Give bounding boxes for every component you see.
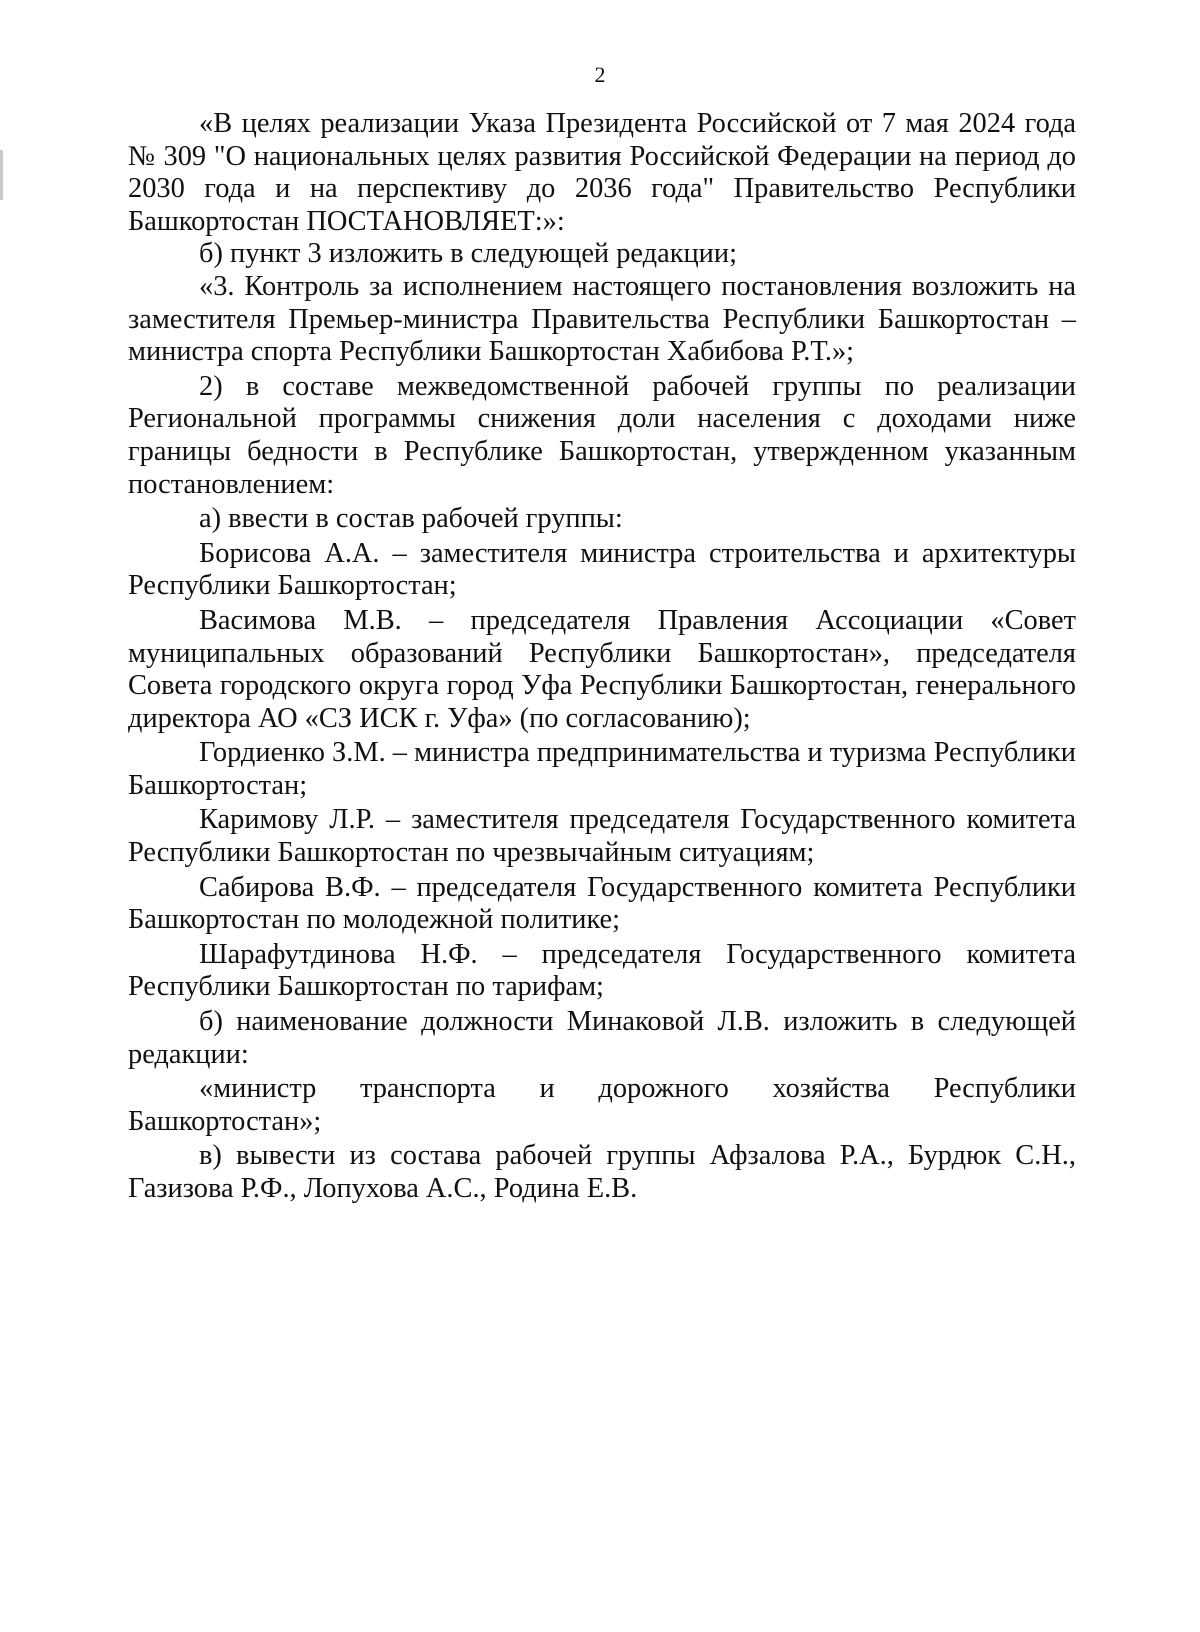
paragraph-item-v-remove: в) вывести из состава рабочей группы Афзалова Р.А., Бурдюк С.Н., Газизова Р.Ф., Лопухова А.С., Родина Е.В. (128, 1140, 1076, 1204)
paragraph-item-a-introduce: а) ввести в состав рабочей группы: (199, 503, 623, 535)
paragraph-member-vasimov: Васимова М.В. – председателя Правления Ассоциации «Совет муниципальных образований Республики Башкортостан», председателя Совета городского округа город Уфа Республики Башкортостан, генерального директора АО «СЗ ИСК г. Уфа» (по согласованию); (128, 604, 1076, 734)
scan-edge-mark (0, 150, 3, 200)
paragraph-member-karimova: Каримову Л.Р. – заместителя председателя Государственного комитета Республики Башкортостан по чрезвычайным ситуациям; (128, 804, 1076, 869)
paragraph-decree-preamble: «В целях реализации Указа Президента Российской от 7 мая 2024 года № 309 "О национальных целях развития Российской Федерации на период до 2030 года и на перспективу до 2036 года" Правительство Республики Башкортостан ПОСТАНОВЛЯЕТ:»: (128, 108, 1076, 237)
paragraph-member-borisov: Борисова А.А. – заместителя министра строительства и архитектуры Республики Башкортостан; (128, 537, 1076, 602)
paragraph-member-gordienko: Гордиенко З.М. – министра предпринимательства и туризма Республики Башкортостан; (128, 737, 1077, 801)
paragraph-item-2-working-group: 2) в составе межведомственной рабочей группы по реализации Региональной программы снижения доли населения с доходами ниже границы бедности в Республике Башкортостан, утвержденном указанным постановлением: (128, 370, 1076, 500)
paragraph-point-3-text: «3. Контроль за исполнением настоящего постановления возложить на заместителя Премьер-министра Правительства Республики Башкортостан – министра спорта Республики Башкортостан Хабибова Р.Т.»; (128, 270, 1076, 368)
paragraph-item-b-minakova: б) наименование должности Минаковой Л.В. изложить в следующей редакции: (128, 1006, 1076, 1070)
paragraph-item-b-point-3: б) пункт 3 изложить в следующей редакции; (199, 238, 737, 270)
paragraph-minister-title: «министр транспорта и дорожного хозяйства Республики Башкортостан»; (128, 1073, 1076, 1137)
paragraph-member-sabirov: Сабирова В.Ф. – председателя Государственного комитета Республики Башкортостан по молодежной политике; (128, 871, 1076, 936)
document-body (128, 108, 1076, 1206)
page-number: 2 (594, 62, 606, 87)
paragraph-member-sharafutdinov: Шарафутдинова Н.Ф. – председателя Государственного комитета Республики Башкортостан по тарифам; (128, 938, 1076, 1003)
